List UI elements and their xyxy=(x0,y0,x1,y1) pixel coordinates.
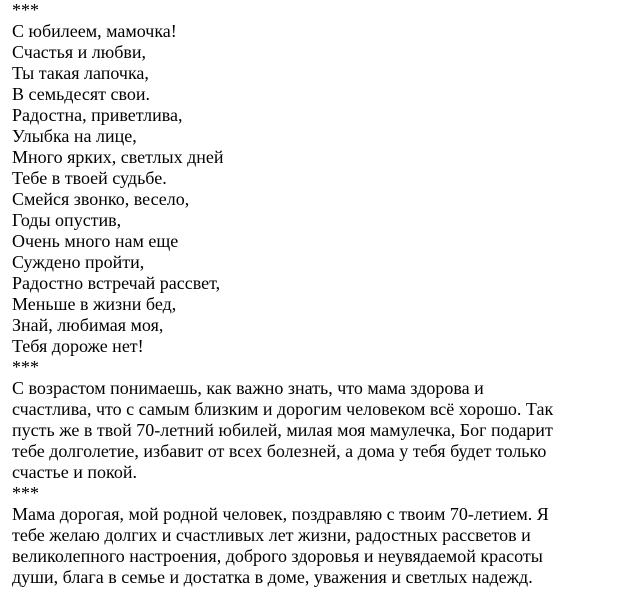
poem-line: Улыбка на лице, xyxy=(12,126,137,146)
poem-line: Счастья и любви, xyxy=(12,42,147,62)
poem-line: Ты такая лапочка, xyxy=(12,63,149,83)
prose-line: Мама дорогая, мой родной человек, поздравляю с твоим 70-летием. Я xyxy=(12,504,549,524)
separator-bottom: *** xyxy=(12,483,39,503)
poem-line: Очень много нам еще xyxy=(12,231,179,251)
separator-top: *** xyxy=(12,0,39,20)
prose-line: счастлива, что с самым близким и дорогим человеком всё хорошо. Так xyxy=(12,399,554,419)
poem-line: Много ярких, светлых дней xyxy=(12,147,224,167)
poem-line: Смейся звонко, весело, xyxy=(12,189,190,209)
poem-line: С юбилеем, мамочка! xyxy=(12,21,177,41)
poem-line: Тебе в твоей судьбе. xyxy=(12,168,167,188)
poem-block xyxy=(12,21,612,357)
prose-line: С возрастом понимаешь, как важно знать, что мама здорова и xyxy=(12,378,484,398)
prose-paragraph-1 xyxy=(12,378,612,483)
poem-line: Годы опустив, xyxy=(12,210,122,230)
separator-middle: *** xyxy=(12,357,39,377)
poem-line: Знай, любимая моя, xyxy=(12,315,164,335)
poem-line: Радостно встречай рассвет, xyxy=(12,273,221,293)
poem-line: Тебя дороже нет! xyxy=(12,336,144,356)
poem-line: Меньше в жизни бед, xyxy=(12,294,177,314)
poem-line: Суждено пройти, xyxy=(12,252,145,272)
prose-line: пусть же в твой 70-летний юбилей, милая моя мамулечка, Бог подарит xyxy=(12,420,553,440)
prose-line: счастье и покой. xyxy=(12,462,137,482)
prose-line: тебе желаю долгих и счастливых лет жизни, радостных рассветов и xyxy=(12,525,531,545)
prose-paragraph-2 xyxy=(12,504,612,588)
poem-line: Радостна, приветлива, xyxy=(12,105,183,125)
poem-line: В семьдесят свои. xyxy=(12,84,151,104)
prose-line: тебе долголетие, избавит от всех болезней, а дома у тебя будет только xyxy=(12,441,547,461)
prose-line: великолепного настроения, доброго здоровья и неувядаемой красоты xyxy=(12,546,543,566)
greeting-document xyxy=(12,0,612,588)
prose-line: души, блага в семье и достатка в доме, уважения и светлых надежд. xyxy=(12,567,533,587)
